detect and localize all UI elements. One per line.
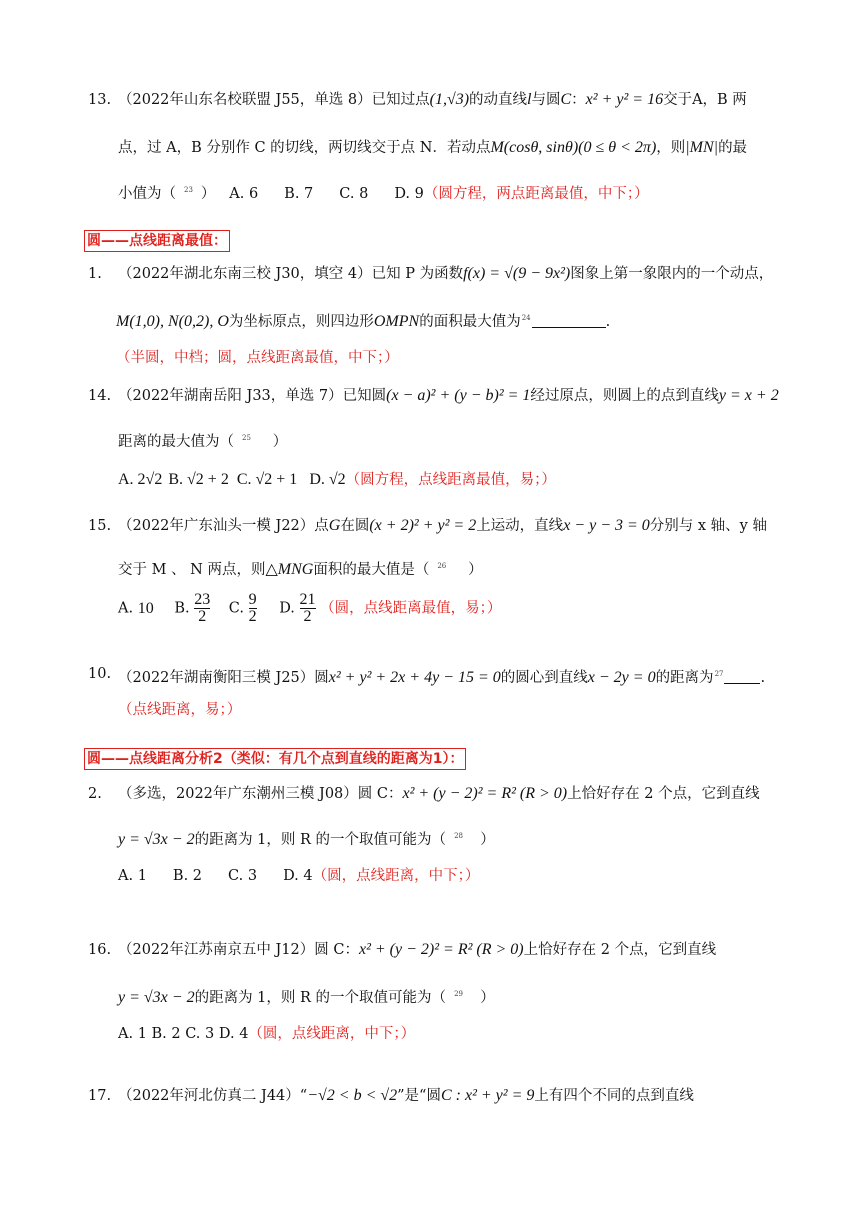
question-line-2: y = √3x − 2的距离为 1，则 R 的一个取值可能为（ $^{28}$ ） <box>118 831 495 848</box>
option-a: A. 2√2 <box>118 471 163 488</box>
difficulty-tag: （圆，点线距离，中下；） <box>312 868 480 884</box>
option-c: C. 3 <box>228 868 258 884</box>
question-line-2: M(1,0), N(0,2), O为坐标原点，则四边形OMPN的面积最大值为$^{24}$ . <box>116 313 611 330</box>
difficulty-tag: （点线距离，易；） <box>118 702 242 718</box>
question-line-1: （2022年湖北东南三校 J30，填空 4）已知 P 为函数f(x) = √(9 − 9x²)图象上第一象限内的一个动点， <box>118 265 774 282</box>
question-line-2: 点，过 A，B 分别作 C 的切线，两切线交于点 N．若动点M(cosθ, sinθ)(0 ≤ θ < 2π)，则|MN|的最 <box>118 139 748 156</box>
question-line-1: （2022年广东汕头一模 J22）点G在圆(x + 2)² + y² = 2上运动，直线x − y − 3 = 0分别与 x 轴、y 轴 <box>118 517 767 534</box>
difficulty-tag: （圆，点线距离，中下；） <box>248 1026 416 1042</box>
question-line-2: 距离的最大值为（ $^{25}$ ） <box>118 434 288 450</box>
question-options: A. 10 B. $\frac{23}{2}$ C. $\frac{9}{2}$ D. $\frac{21}{2}$ （圆，点线距离最值，易；） <box>118 591 502 625</box>
option-a: A. 6 <box>229 186 259 202</box>
question-line-1: （2022年江苏南京五中 J12）圆 C：x² + (y − 2)² = R² (R > 0)上恰好存在 2 个点，它到直线 <box>118 941 717 958</box>
question-options <box>118 866 479 886</box>
question-number: 1. <box>88 266 102 282</box>
difficulty-tag: （圆方程，点线距离最值，易；） <box>345 472 556 488</box>
question-number: 13. <box>88 92 112 108</box>
question-number: 17. <box>88 1088 112 1104</box>
question-options <box>118 470 556 490</box>
option-b: $\frac{23}{2}$ <box>194 591 211 625</box>
option-d: D. 9 <box>394 186 424 202</box>
question-line-2: y = √3x − 2的距离为 1，则 R 的一个取值可能为（ $^{29}$ ） <box>118 989 495 1006</box>
question-number: 2. <box>88 786 102 802</box>
option-b: B. 2 <box>172 868 203 884</box>
question-line-2: 交于 M 、 N 两点，则△MNG面积的最大值是（ $^{26}$ ） <box>118 561 483 578</box>
question-line-1: （2022年湖南衡阳三模 J25）圆x² + y² + 2x + 4y − 15 = 0的圆心到直线x − 2y = 0的距离为$^{27}$ . <box>118 669 766 686</box>
option-d: D. √2 <box>309 471 346 488</box>
option-b: B. 7 <box>284 186 314 202</box>
option-d: $\frac{21}{2}$ <box>299 591 316 625</box>
option-c: C. 8 <box>339 186 369 202</box>
question-line-3: 小值为（ $^{23}$ ） A. 6 B. 7 C. 8 D. 9（圆方程，两点距离最值，中下；） <box>118 186 649 202</box>
section-heading: 圆——点线距离分析2（类似：有几个点到直线的距离为1）： <box>84 748 466 770</box>
question-number: 14. <box>88 388 112 404</box>
option-a: A. 1 <box>118 868 147 884</box>
question-line-1: （多选，2022年广东潮州三模 J08）圆 C：x² + (y − 2)² = R² (R > 0)上恰好存在 2 个点，它到直线 <box>118 785 760 802</box>
question-line-1: （2022年湖南岳阳 J33，单选 7）已知圆(x − a)² + (y − b)² = 1经过原点，则圆上的点到直线y = x + 2 <box>118 387 779 404</box>
option-c: $\frac{9}{2}$ <box>248 591 257 625</box>
difficulty-tag: （半圆，中档；圆，点线距离最值，中下；） <box>116 350 399 366</box>
option-d: D. 4 <box>283 868 313 884</box>
option-a: 10 <box>137 599 154 617</box>
option-b: B. √2 + 2 <box>168 471 229 488</box>
question-number: 15. <box>88 518 112 534</box>
question-line-1: （2022年山东名校联盟 J55，单选 8）已知过点(1,√3)的动直线l与圆C：x² + y² = 16交于A，B 两 <box>118 91 747 108</box>
option-c: C. √2 + 1 <box>236 471 298 488</box>
question-number: 16. <box>88 942 112 958</box>
question-number: 10. <box>88 666 112 682</box>
question-line-1: （2022年河北仿真二 J44）“−√2 < b < √2”是“圆C : x² + y² = 9上有四个不同的点到直线 <box>118 1087 694 1104</box>
section-heading: 圆——点线距离最值： <box>84 230 230 252</box>
difficulty-tag: （圆，点线距离最值，易；） <box>320 600 502 617</box>
difficulty-tag: （圆方程，两点距离最值，中下；） <box>423 186 649 202</box>
question-options: A. 1 B. 2 C. 3 D. 4（圆，点线距离，中下；） <box>118 1026 416 1042</box>
